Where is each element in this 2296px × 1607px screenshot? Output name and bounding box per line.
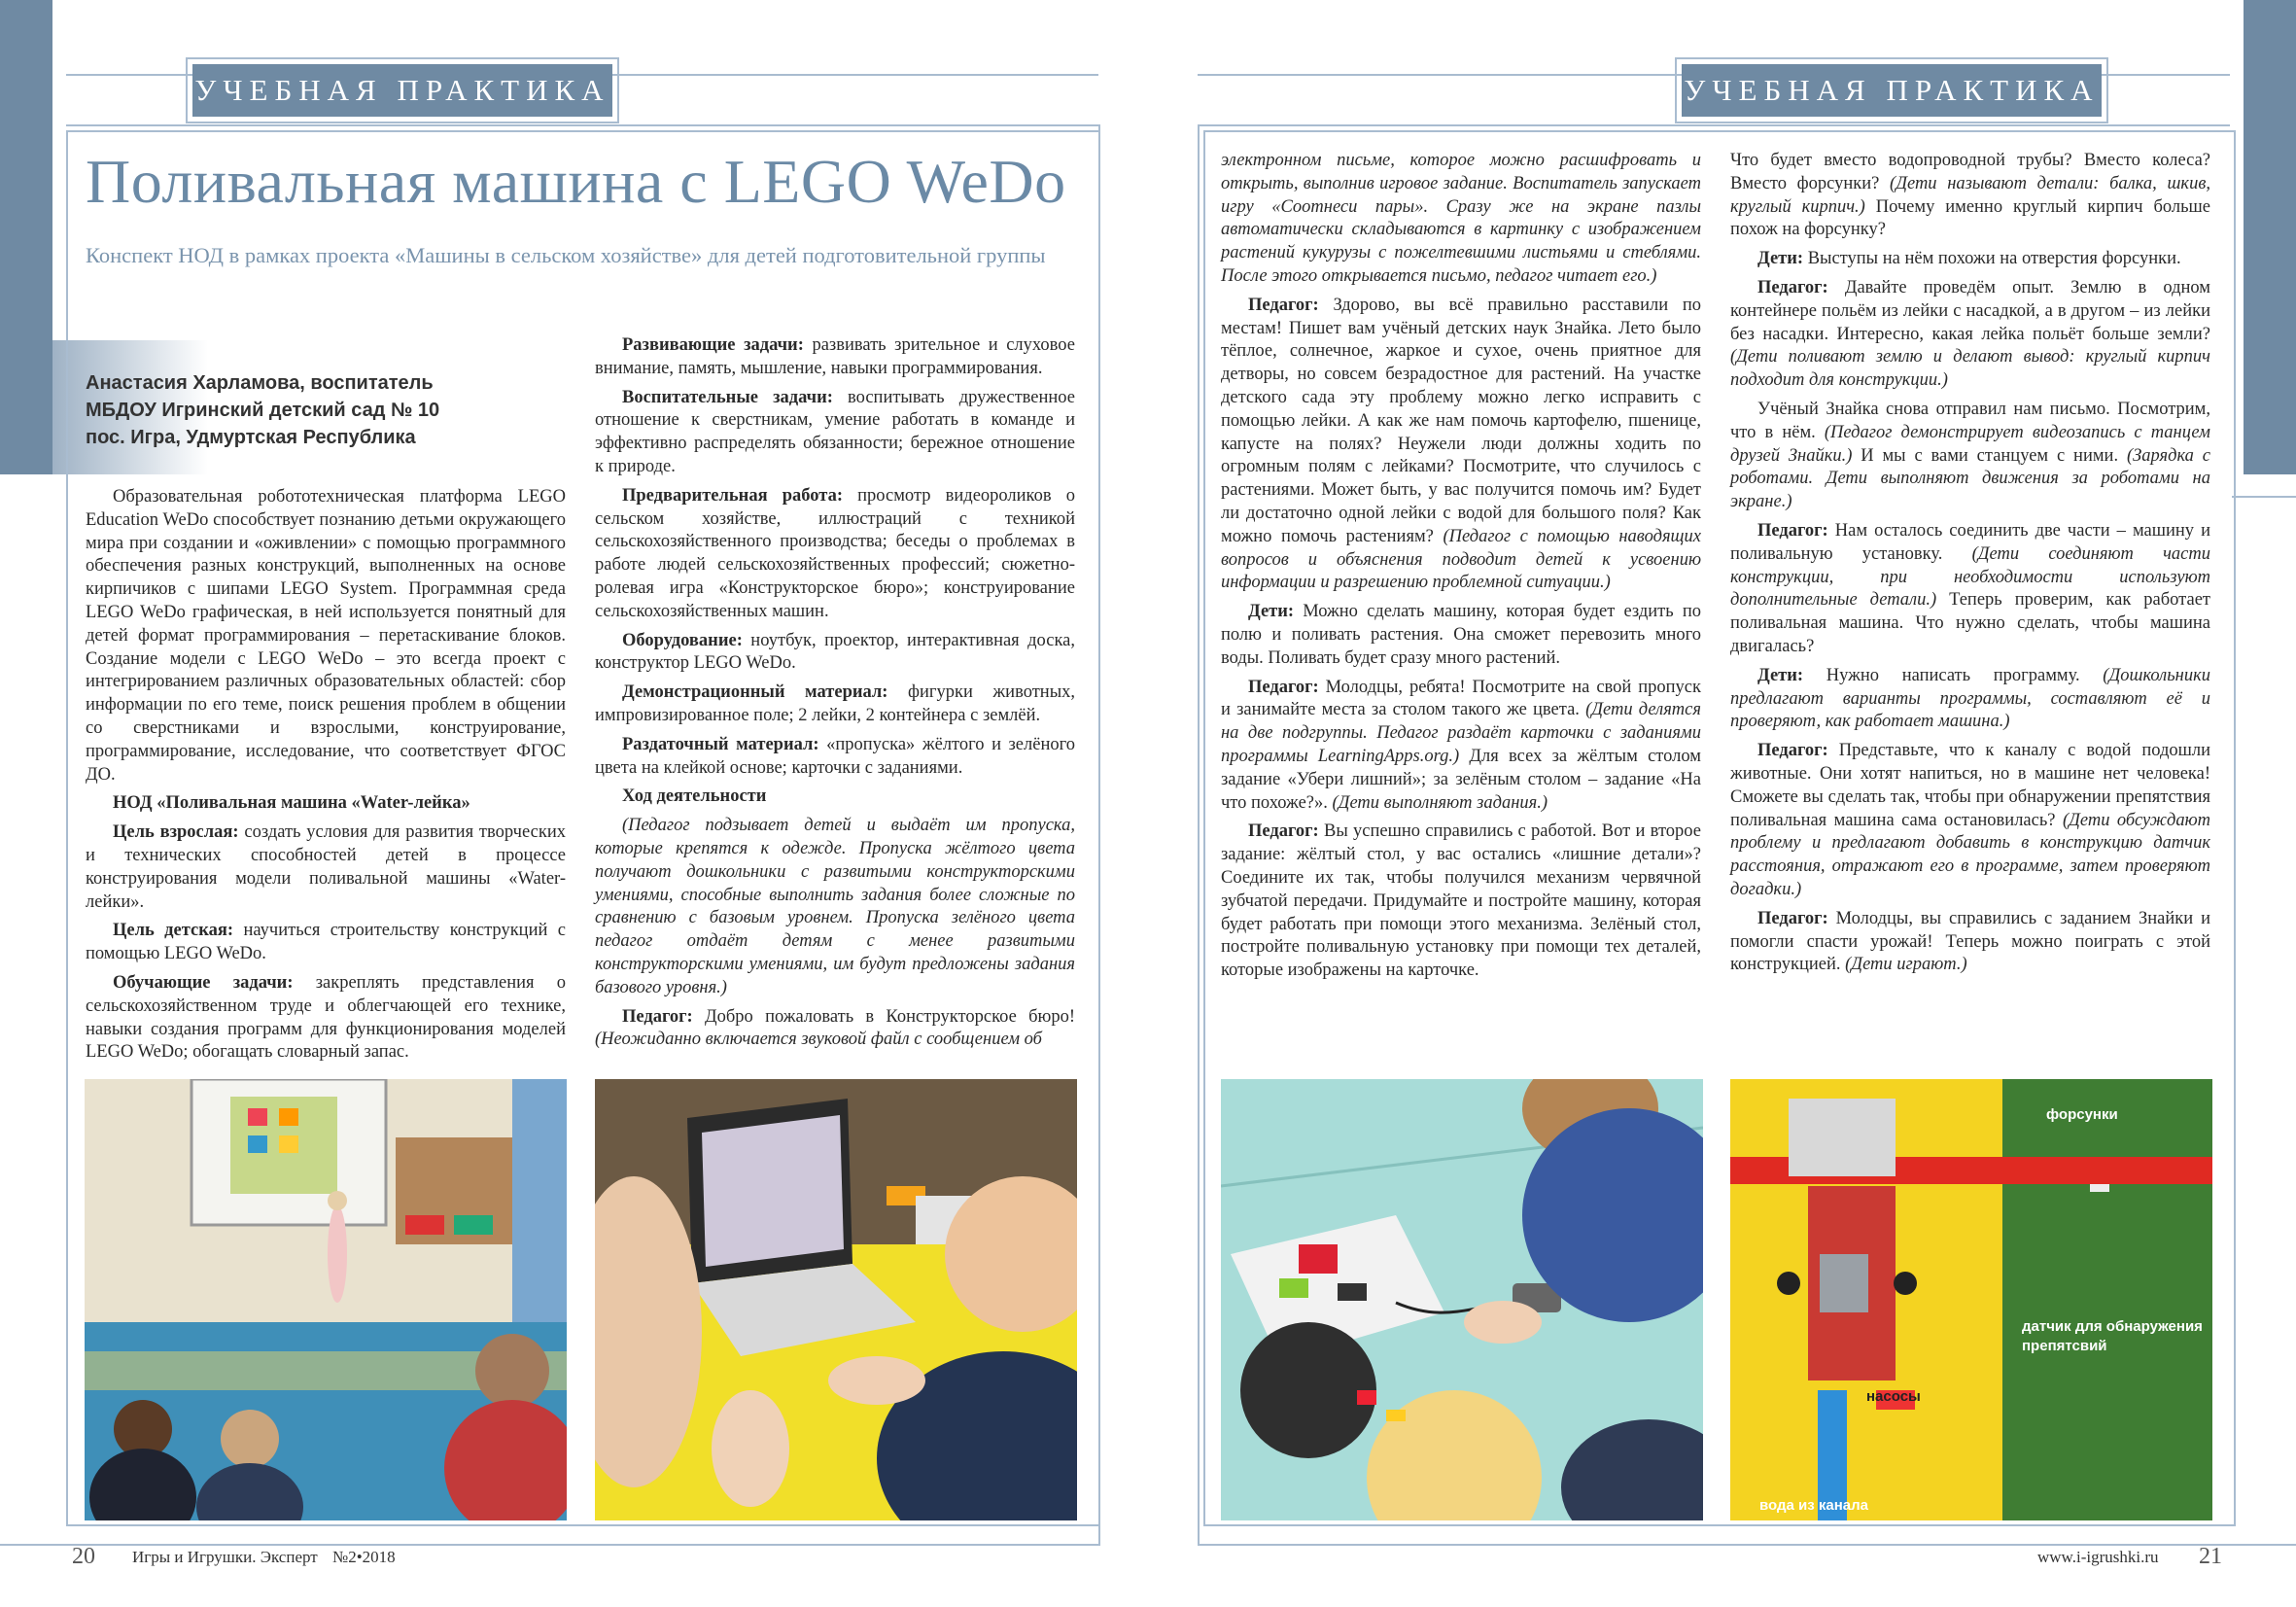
teacher-line-8: Педагог: Молодцы, вы справились с заданием Знайки и помогли спасти урожай! Теперь можно поиграть с этой конструкцией. (Дети играют.) (1730, 908, 2210, 975)
right-edge-bar (2244, 0, 2296, 474)
website: www.i-igrushki.ru (2037, 1548, 2159, 1566)
section-tag-right: УЧЕБНАЯ ПРАКТИКА (1682, 64, 2102, 117)
frame-left-bottom (0, 1544, 1100, 1546)
frame-right-side (2232, 496, 2296, 498)
label-nozzles: форсунки (2046, 1106, 2118, 1123)
author-block (86, 369, 439, 451)
course-heading: Ход деятельности (622, 786, 767, 807)
frame-right-outer-v (1198, 124, 1200, 1544)
author-name: Анастасия Харламова, воспитатель (86, 372, 434, 394)
nod-heading: НОД «Поливальная машина «Water-лейка» (113, 793, 470, 814)
photo-kids-building (1221, 1079, 1703, 1520)
teacher-line-1: Педагог: Добро пожаловать в Конструкторское бюро! (Неожиданно включается звуковой файл с сообщением об (595, 1006, 1075, 1050)
column-2 (595, 334, 1075, 1058)
teacher-line-5: Педагог: Давайте проведём опыт. Землю в одном контейнере польём из лейки с насадкой, а в другом – из лейки без насадки. Интересно, какая лейка польёт больше земли? (Дети поливают землю и делают вывод: круглый кирпич подходит для конструкции.) (1730, 277, 2210, 391)
left-edge-bar (0, 0, 52, 474)
teacher-line-6: Педагог: Нам осталось соединить две части – машину и поливальную установку. (Дети соединяют части конструкции, при необходимости используют дополнительные детали.) Теперь проверим, как работает поливальная машина. Что нужно сделать, чтобы машина двигалась? (1730, 520, 2210, 656)
frame-right-top (1198, 124, 2230, 126)
page-number-right: 21 (2199, 1544, 2222, 1569)
frame-left-outer-v (1098, 124, 1100, 1544)
continuation: электронном письме, которое можно расшифровать и открыть, выполнив игровое задание. Воспитатель запускает игру «Соотнеси пары». Сразу же на экране пазлы автоматически складываются в картинку с изображением растений кукурузы с пожелтевшими листьями и стеблями. После этого открывается письмо, педагог читает его.) (1221, 151, 1701, 286)
goal-adult: Цель взрослая: создать условия для развития творческих и технических способностей детей в процессе конструирования модели поливальной машины «Water-лейки». (86, 822, 566, 912)
frame-left-top2 (66, 124, 1098, 126)
teacher-line-2: Педагог: Здорово, вы всё правильно расставили по местам! Пишет вам учёный детских наук Знайка. Лето было тёплое, солнечное, жаркое и сухое, очень приятное для детворы, но совсем безрадостное для растений. На участке детского сада эту проблему можно легко исправить с помощью лейки. А как же нам помочь картофелю, пшенице, капусте на полях? Неужели люди должны ходить по огромным полям с лейками? Посмотрите, что случилось с растениями. Может быть, у вас получится помочь им? Будет ли достаточно одной лейки с водой для большого поля? Как можно помочь растениям? (Педагог с помощью наводящих вопросов и объяснения подводит детей к усвоению информации и разрешению проблемной ситуации.) (1221, 295, 1701, 593)
kids-line-2: Дети: Выступы на нём похожи на отверстия форсунки. (1757, 249, 2181, 269)
page-number-left: 20 (72, 1544, 95, 1569)
column-4 (1730, 150, 2210, 983)
photo-laptop-table (595, 1079, 1077, 1520)
tasks-learning: Обучающие задачи: закреплять представления о сельскохозяйственном труде и облегчающей его технике, навыки создания программ для функционирования моделей LEGO WeDo; обогащать словарный запас. (86, 972, 566, 1063)
label-sensor: датчик для обнаружения препятсвий (2022, 1318, 2203, 1354)
label-water: вода из канала (1759, 1497, 1868, 1514)
equipment: Оборудование: ноутбук, проектор, интерактивная доска, конструктор LEGO WeDo. (595, 630, 1075, 674)
photo-kids-building-art (1221, 1079, 1703, 1520)
section-tag-left: УЧЕБНАЯ ПРАКТИКА (192, 64, 612, 117)
author-org: МБДОУ Игринский детский сад № 10 (86, 400, 440, 421)
frame-right-bottom (1198, 1544, 2296, 1546)
article-subtitle: Конспект НОД в рамках проекта «Машины в сельском хозяйстве» для детей подготовительной группы (86, 243, 1046, 267)
issue-number: №2•2018 (332, 1548, 396, 1566)
teacher-line-4: Педагог: Вы успешно справились с работой. Вот и второе задание: жёлтый стол, у вас остались «лишние детали»? Соедините их так, чтобы получился механизм червячной зубчатой передачи. Придумайте и постройте машину, которая будет работать при помощи этого механизма. Зелёный стол, постройте поливальную установку при помощи тех деталей, которые изображены на карточке. (1221, 821, 1701, 981)
magazine-name: Игры и Игрушки. Эксперт (132, 1548, 318, 1566)
goal-child: Цель детская: научиться строительству конструкций с помощью LEGO WeDo. (86, 921, 566, 964)
photo-laptop-table-art (595, 1079, 1077, 1520)
handout-material: Раздаточный материал: «пропуска» жёлтого и зелёного цвета на клейкой основе; карточки с заданиями. (595, 734, 1075, 778)
question-parts: Что будет вместо водопроводной трубы? Вместо колеса? Вместо форсунки? (Дети называют детали: балка, шкив, круглый кирпич.) Почему именно круглый кирпич больше похож на форсунку? (1730, 151, 2210, 240)
photo-classroom-board (85, 1079, 567, 1520)
preliminary-work: Предварительная работа: просмотр видеороликов о сельском хозяйстве, иллюстраций с техникой сельскохозяйственного производства; беседы о проблемах в работе людей сельскохозяйственных профессий; сюжетно-ролевая игра «Конструкторское бюро»; конструирование сельскохозяйственных машин. (595, 485, 1075, 621)
kids-line-1: Дети: Можно сделать машину, которая будет ездить по полю и поливать растения. Она сможет перевозить много воды. Поливать будет сразу много растений. (1221, 602, 1701, 668)
znaika-letter: Учёный Знайка снова отправил нам письмо. Посмотрим, что в нём. (Педагог демонстрирует видеозапись с танцем друзей Знайки.) И мы с вами станцуем с ними. (Зарядка с роботами. Дети выполняют движения за роботами на экране.) (1730, 399, 2210, 512)
author-place: пос. Игра, Удмуртская Республика (86, 427, 416, 448)
course-intro: (Педагог подзывает детей и выдаёт им пропуска, которые крепятся к одежде. Пропуска жёлтого цвета получают дошкольники с развитыми конструкторскими умениями, способные выполнить задания более сложные по сравнению с базовым уровнем. Пропуска зелёного цвета педагог отдаёт детям с менее развитыми конструкторскими умениями, им будут предложены задания базового уровня.) (595, 816, 1075, 997)
kids-line-3: Дети: Нужно написать программу. (Дошкольники предлагают варианты программы, составляют её и проверяют, как работает машина.) (1730, 665, 2210, 732)
tasks-educational: Воспитательные задачи: воспитывать дружественное отношение к сверстникам, умение работать в команде и эффективно распределять обязанности; бережное отношение к природе. (595, 387, 1075, 476)
label-pumps: насосы (1866, 1388, 1921, 1405)
intro-paragraph: Образовательная робототехническая платформа LEGO Education WeDo способствует познанию детьми окружающего мира при создании и «оживлении» с помощью программного обеспечения разных конструкций, выполненных на основе кирпичиков с шипами LEGO System. Программная среда LEGO WeDo графическая, в ней используется понятный для детей формат программирования – перетаскивание блоков. Создание модели с LEGO WeDo – это всегда проект с интегрированием различных образовательных областей: сбор информации по его теме, поиск решения проблем в общении со сверстниками и взрослыми, конструирование, программирование, исследование, что соответствует ФГОС ДО. (86, 487, 566, 785)
demo-material: Демонстрационный материал: фигурки животных, импровизированное поле; 2 лейки, 2 контейнера с землёй. (595, 682, 1075, 725)
column-3 (1221, 150, 1701, 989)
teacher-line-3: Педагог: Молодцы, ребята! Посмотрите на свой пропуск и занимайте места за столом такого же цвета. (Дети делятся на две подгруппы. Педагог раздаёт карточки с заданиями программы LearningApps.org.) Для всех за жёлтым столом задание «Убери лишний»; за зелёным столом – задание «На что похоже?». (Дети выполняют задания.) (1221, 677, 1701, 813)
photo-classroom-board-art (85, 1079, 567, 1520)
teacher-line-7: Педагог: Представьте, что к каналу с водой подошли животные. Они хотят напиться, но в машине нет человека! Сможете вы сделать так, чтобы при обнаружении препятствия поливальная машина сама остановилась? (Дети обсуждают проблему и предлагают добавить в конструкцию датчик расстояния, отражают его в программе, затем проверяют догадки.) (1730, 741, 2210, 899)
photo-lego-model-art (1730, 1079, 2212, 1520)
tasks-developing: Развивающие задачи: развивать зрительное и слуховое внимание, память, мышление, навыки программирования. (595, 335, 1075, 378)
article-title: Поливальная машина с LEGO WeDo (86, 147, 1066, 216)
photo-lego-model (1730, 1079, 2212, 1520)
column-1 (86, 486, 566, 1070)
